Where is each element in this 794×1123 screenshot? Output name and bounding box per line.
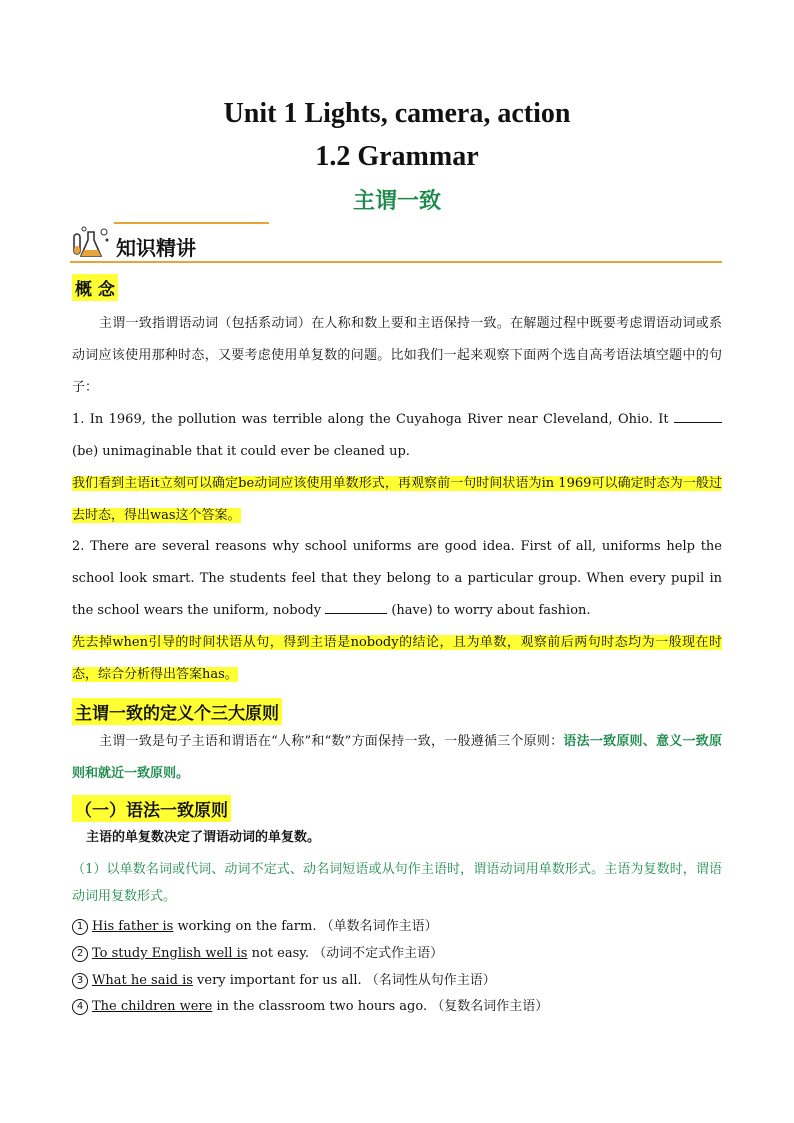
example-item xyxy=(72,995,548,1015)
lab-flask-icon xyxy=(70,224,112,262)
example-item xyxy=(72,915,438,935)
topic-title: 主谓一致 xyxy=(352,189,441,214)
section-header xyxy=(70,222,722,264)
principles-intro xyxy=(72,726,722,790)
header-top-rule xyxy=(114,222,269,224)
item-number: 2 xyxy=(72,946,88,962)
item-number: 4 xyxy=(72,999,88,1015)
example-subject-underlined: The children were xyxy=(92,999,213,1014)
grammar-principle-sub: 主语的单复数决定了谓语动词的单复数。 xyxy=(86,830,321,845)
example-2 xyxy=(72,531,722,627)
concept-intro: 主谓一致指谓语动词（包括系动词）在人称和数上要和主语保持一致。在解题过程中既要考虑谓语动词或系动词应该使用那种时态，又要考虑使用单复数的问题。比如我们一起来观察下面两个选自高考语法填空题中的句子： xyxy=(72,316,722,395)
header-bottom-rule xyxy=(70,261,722,263)
example-1-expl-highlight: 我们看到主语it立刻可以确定be动词应该使用单数形式，再观察前一句时间状语为in 1969可以确定时态为一般过去时态，得出was这个答案。 xyxy=(72,476,722,523)
unit-title: Unit 1 Lights, camera, action xyxy=(223,98,571,129)
grammar-principle-heading: （一）语法一致原则 xyxy=(72,795,231,822)
concept-heading: 概 念 xyxy=(72,274,118,301)
rule-1: （1）以单数名词或代词、动词不定式、动名词短语或从句作主语时，谓语动词用单数形式。主语为复数时，谓语动词用复数形式。 xyxy=(72,862,722,904)
example-subject-underlined: What he said is xyxy=(92,973,193,988)
example-item xyxy=(72,969,496,989)
example-subject-underlined: To study English well is xyxy=(92,946,248,961)
example-item xyxy=(72,942,443,962)
answer-blank-1[interactable] xyxy=(674,408,722,423)
principles-list: 语法一致原则、意义一致原则和就近一致原则。 xyxy=(72,734,722,781)
example-rest: working on the farm. （单数名词作主语） xyxy=(173,919,438,934)
principles-intro-text: 主谓一致是句子主语和谓语在“人称”和“数”方面保持一致，一般遵循三个原则： xyxy=(99,734,564,749)
example-rest: not easy. （动词不定式作主语） xyxy=(247,946,444,961)
example-2-explanation xyxy=(72,627,722,691)
example-rest: in the classroom two hours ago. （复数名词作主语） xyxy=(212,999,549,1014)
example-rest: very important for us all. （名词性从句作主语） xyxy=(192,973,496,988)
example-1-text-a: 1. In 1969, the pollution was terrible along the Cuyahoga River near Cleveland, Ohio. It xyxy=(72,412,674,427)
example-1-text-b: (be) unimaginable that it could ever be cleaned up. xyxy=(72,444,410,459)
example-subject-underlined: His father is xyxy=(92,919,174,934)
section-label: 知识精讲 xyxy=(116,236,196,260)
answer-blank-2[interactable] xyxy=(325,599,387,614)
example-1-explanation xyxy=(72,468,722,532)
example-2-expl-highlight: 先去掉when引导的时间状语从句，得到主语是nobody的结论，且为单数，观察前后两句时态均为一般现在时态，综合分析得出答案has。 xyxy=(72,635,722,682)
item-number: 3 xyxy=(72,973,88,989)
example-2-text-b: (have) to worry about fashion. xyxy=(387,603,591,618)
example-1 xyxy=(72,404,722,468)
item-number: 1 xyxy=(72,919,88,935)
lesson-title: 1.2 Grammar xyxy=(315,141,479,172)
principles-heading: 主谓一致的定义个三大原则 xyxy=(72,698,282,725)
example-2-text-a: 2. There are several reasons why school uniforms are good idea. First of all, uniforms help the school look smart. The students feel that they belong to a particular group. When every pupil in the school wears the uniform, nobody xyxy=(72,539,722,618)
